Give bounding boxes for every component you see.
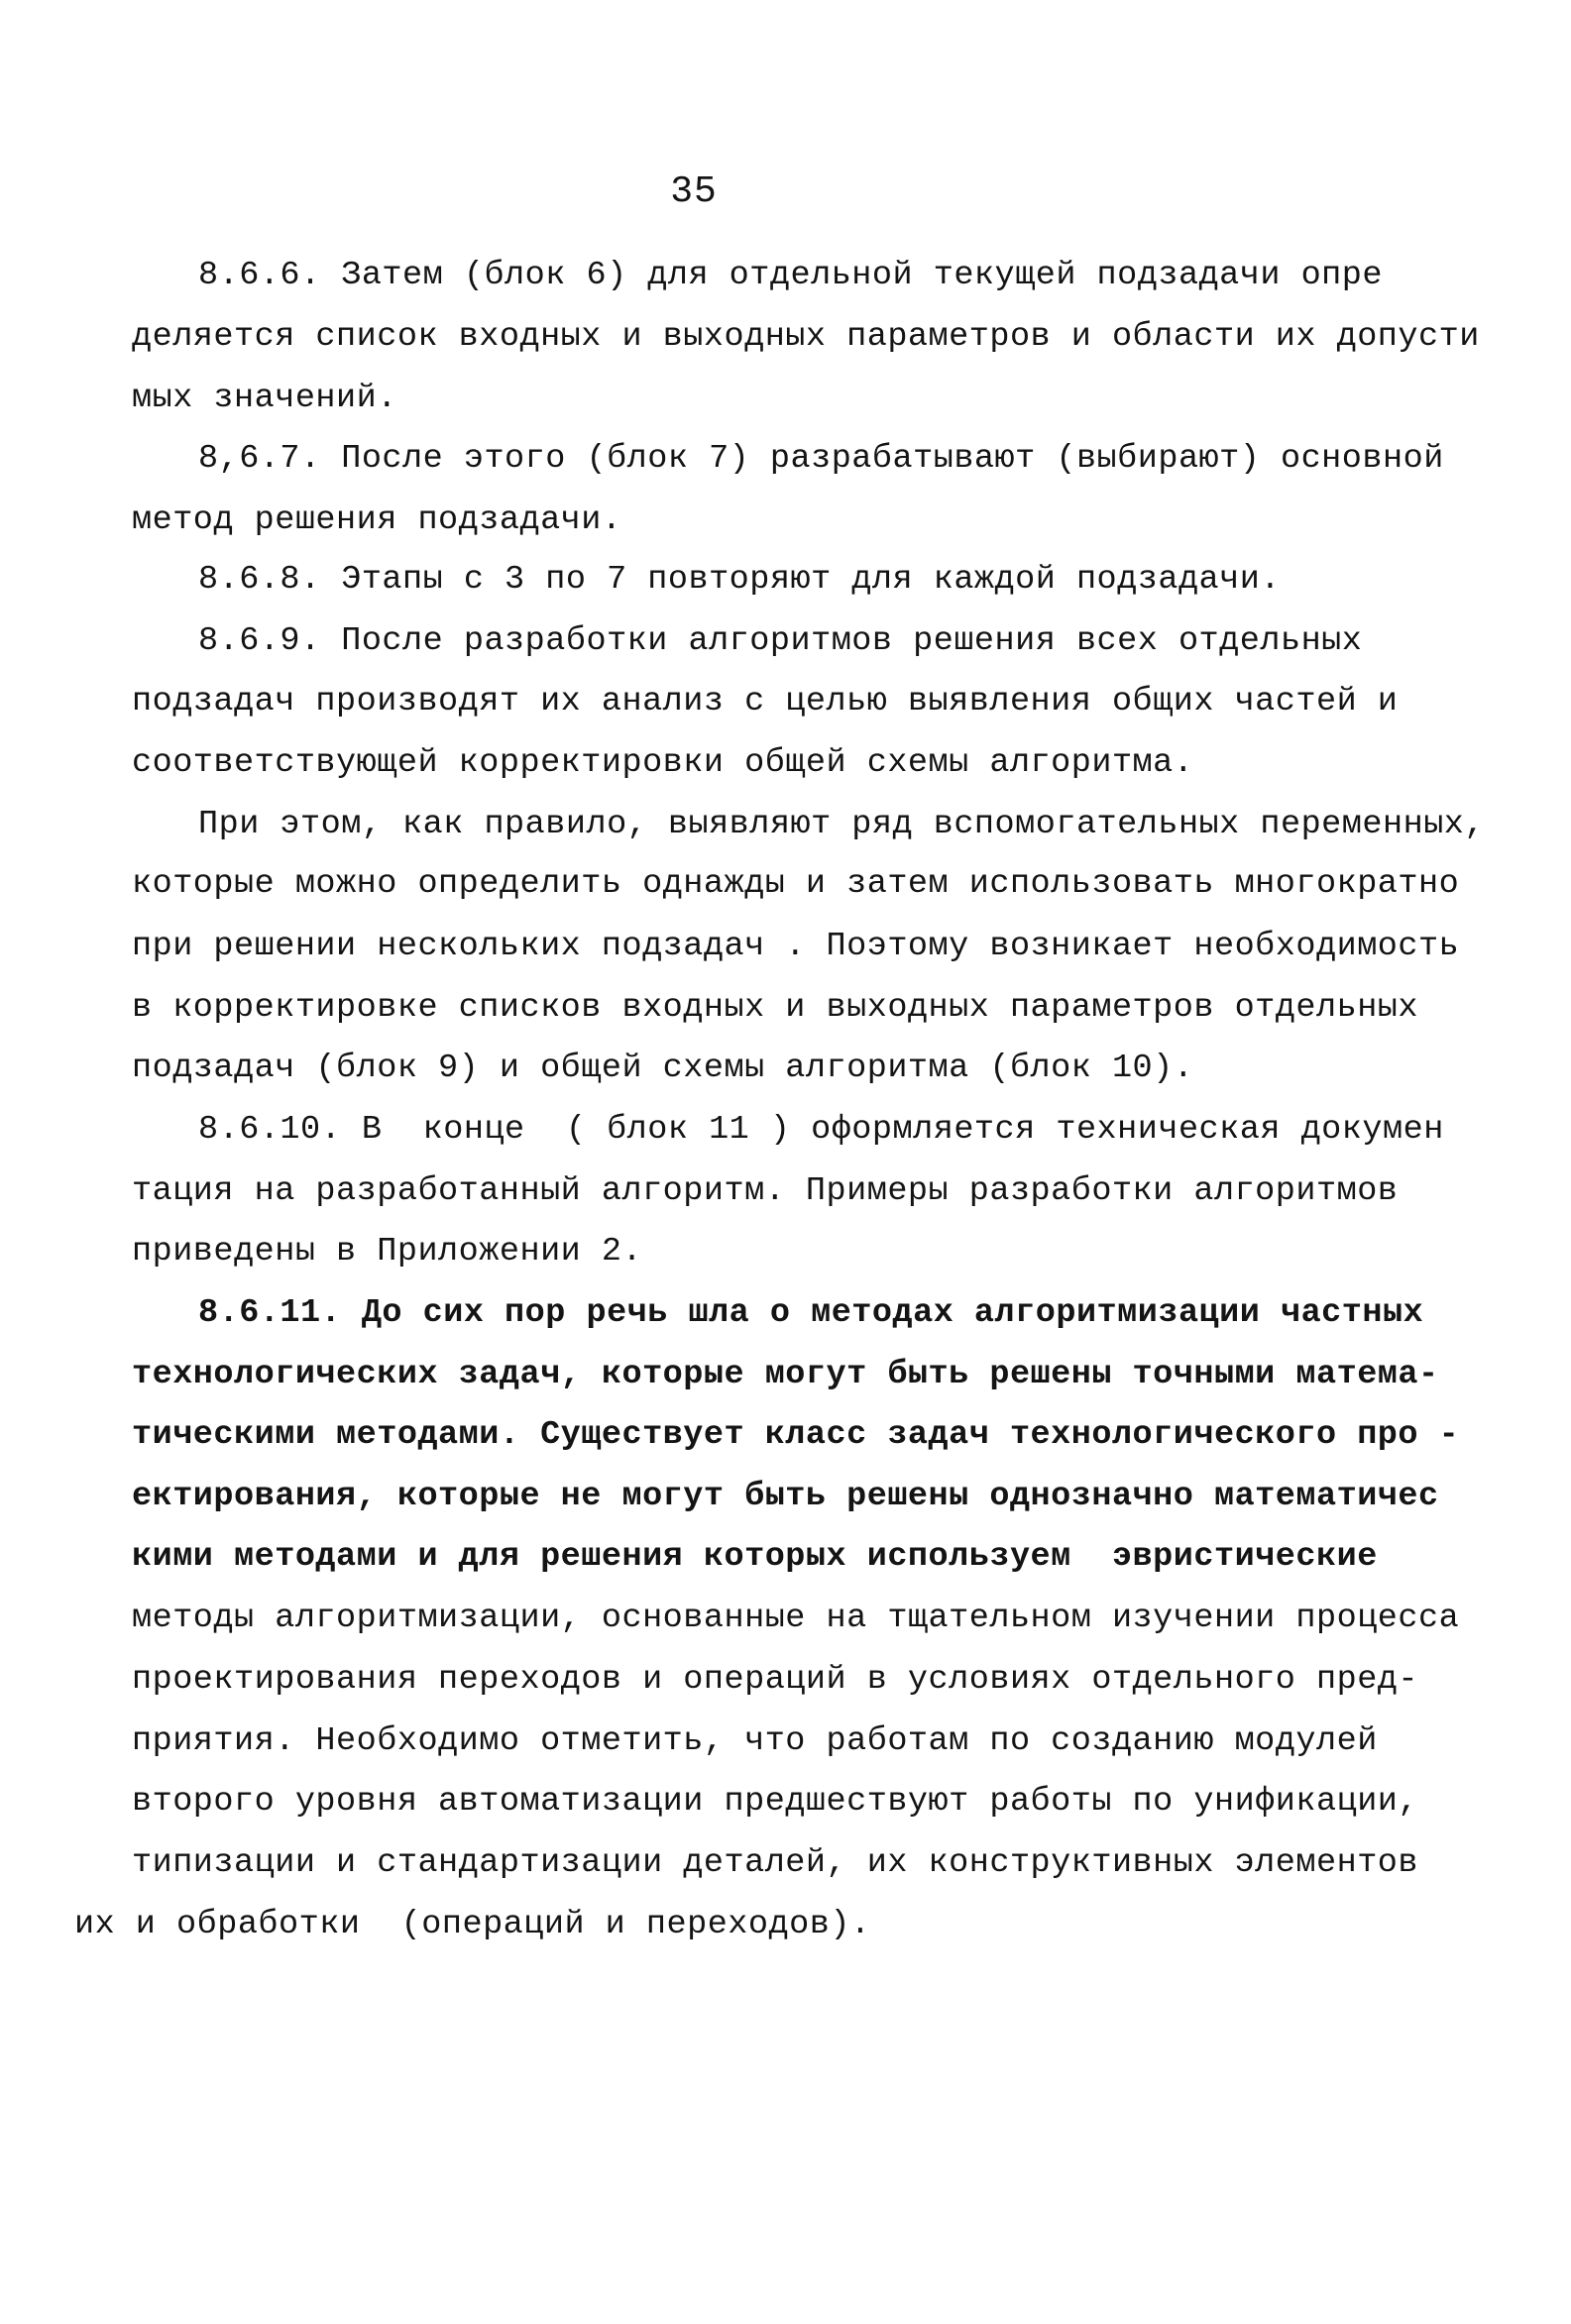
text-line: подзадач (блок 9) и общей схемы алгоритма (блок 10).	[132, 1050, 1194, 1087]
text-line: кими методами и для решения которых используем эвристические	[132, 1538, 1378, 1576]
text-line: 8.6.10. В конце ( блок 11 ) оформляется техническая докумен	[198, 1111, 1444, 1149]
text-line: методы алгоритмизации, основанные на тщательном изучении процесса	[132, 1600, 1460, 1637]
text-line: тация на разработанный алгоритм. Примеры разработки алгоритмов	[132, 1172, 1399, 1210]
text-line: приведены в Приложении 2.	[132, 1233, 643, 1271]
text-line: тическими методами. Существует класс задач технологического про -	[132, 1416, 1460, 1454]
text-line: ектирования, которые не могут быть решены однозначно математичес	[132, 1478, 1439, 1515]
text-line: типизации и стандартизации деталей, их конструктивных элементов	[132, 1844, 1419, 1882]
text-line: второго уровня автоматизации предшествуют работы по унификации,	[132, 1783, 1419, 1821]
text-line: при решении нескольких подзадач . Поэтому возникает необходимость	[132, 928, 1460, 965]
text-line: 8,6.7. После этого (блок 7) разрабатывают (выбирают) основной	[198, 440, 1444, 478]
text-line: приятия. Необходимо отметить, что работам по созданию модулей	[132, 1722, 1378, 1760]
page-number: 35	[670, 170, 718, 213]
text-line: мых значений.	[132, 380, 397, 417]
text-line: соответствующей корректировки общей схемы алгоритма.	[132, 744, 1194, 782]
text-line: При этом, как правило, выявляют ряд вспомогательных переменных,	[198, 806, 1486, 843]
text-line: их и обработки (операций и переходов).	[74, 1906, 871, 1943]
text-line: подзадач производят их анализ с целью выявления общих частей и	[132, 683, 1399, 720]
text-line: 8.6.6. Затем (блок 6) для отдельной текущей подзадачи опре	[198, 257, 1383, 294]
text-line: 8.6.8. Этапы с 3 по 7 повторяют для каждой подзадачи.	[198, 561, 1281, 599]
text-line: которые можно определить однажды и затем использовать многократно	[132, 865, 1460, 903]
text-line: 8.6.9. После разработки алгоритмов решения всех отдельных	[198, 622, 1363, 660]
text-line: деляется список входных и выходных параметров и области их допусти	[132, 318, 1480, 356]
text-line: в корректировке списков входных и выходных параметров отдельных	[132, 989, 1419, 1027]
text-line: технологических задач, которые могут быть решены точными матема-	[132, 1356, 1439, 1393]
text-line: 8.6.11. До сих пор речь шла о методах алгоритмизации частных	[198, 1294, 1424, 1332]
text-line: проектирования переходов и операций в условиях отдельного пред-	[132, 1661, 1419, 1699]
text-line: метод решения подзадачи.	[132, 501, 622, 539]
